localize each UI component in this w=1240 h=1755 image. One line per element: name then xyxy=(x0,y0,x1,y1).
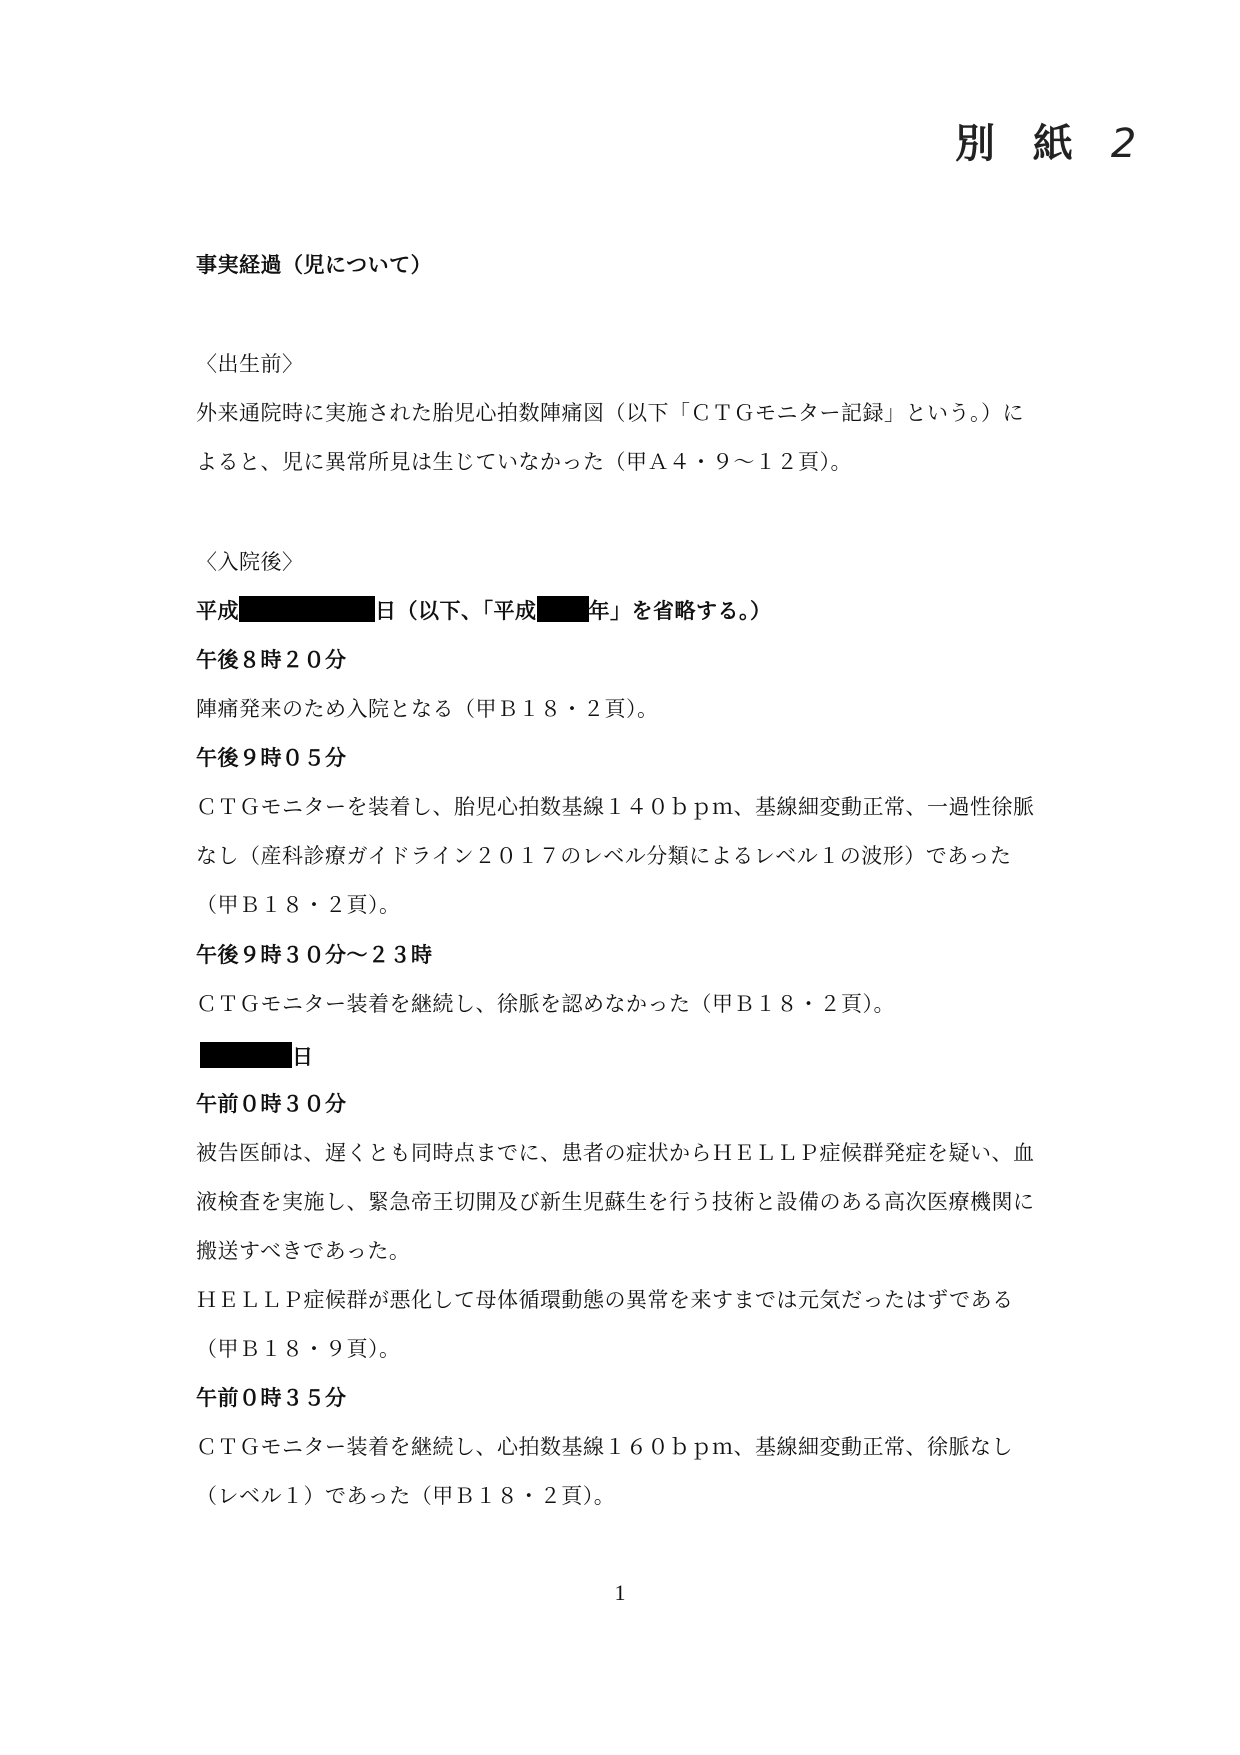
time-entry-3: 午後９時３０分～２３時 xyxy=(196,942,433,967)
prenatal-line-2: よると、児に異常所見は生じていなかった（甲Ａ４・９～１２頁）。 xyxy=(196,450,852,474)
entry-4-line-3: 搬送すべきであった。 xyxy=(196,1239,411,1263)
time-entry-5: 午前０時３５分 xyxy=(196,1385,347,1410)
attachment-stamp-text: 別 紙 xyxy=(955,120,1085,167)
section-heading: 事実経過（児について） xyxy=(196,252,433,277)
time-entry-1: 午後８時２０分 xyxy=(196,647,347,672)
admission-header: 〈入院後〉 xyxy=(196,550,304,574)
day-2-line xyxy=(196,1042,1106,1072)
entry-4-line-2: 液検査を実施し、緊急帝王切開及び新生児蘇生を行う技術と設備のある高次医療機関に xyxy=(196,1190,1035,1214)
entry-4-line-1: 被告医師は、遅くとも同時点までに、患者の症状からＨＥＬＬＰ症候群発症を疑い、血 xyxy=(196,1141,1035,1165)
admission-date-line xyxy=(196,596,1106,626)
page-number: 1 xyxy=(614,1580,626,1605)
day-2-suffix: 日 xyxy=(292,1044,314,1069)
redaction-box xyxy=(200,1042,292,1068)
entry-1-line-1: 陣痛発来のため入院となる（甲Ｂ１８・２頁）。 xyxy=(196,697,659,721)
prenatal-header: 〈出生前〉 xyxy=(196,352,304,376)
date-mid: 日（以下、「平成 xyxy=(375,598,537,623)
attachment-stamp-number: 2 xyxy=(1110,121,1137,167)
attachment-stamp xyxy=(955,112,1136,169)
entry-4-line-4: ＨＥＬＬＰ症候群が悪化して母体循環動態の異常を来すまでは元気だったはずである xyxy=(196,1288,1014,1312)
time-entry-2: 午後９時０５分 xyxy=(196,745,347,770)
entry-5-line-1: ＣＴＧモニター装着を継続し、心拍数基線１６０ｂｐｍ、基線細変動正常、徐脈なし xyxy=(196,1435,1013,1459)
date-prefix: 平成 xyxy=(196,598,239,623)
entry-5-line-2: （レベル１）であった（甲Ｂ１８・２頁）。 xyxy=(196,1484,616,1508)
prenatal-line-1: 外来通院時に実施された胎児心拍数陣痛図（以下「ＣＴＧモニター記録」という。）に xyxy=(196,401,1024,425)
entry-4-line-5: （甲Ｂ１８・９頁）。 xyxy=(196,1337,401,1361)
entry-2-line-3: （甲Ｂ１８・２頁）。 xyxy=(196,893,401,917)
redaction-box xyxy=(537,596,589,622)
entry-2-line-2: なし（産科診療ガイドライン２０１７のレベル分類によるレベル１の波形）であった xyxy=(196,844,1012,868)
redaction-box xyxy=(239,596,375,622)
time-entry-4: 午前０時３０分 xyxy=(196,1091,347,1116)
date-suffix: 年」を省略する。） xyxy=(588,598,772,623)
entry-3-line-1: ＣＴＧモニター装着を継続し、徐脈を認めなかった（甲Ｂ１８・２頁）。 xyxy=(196,992,895,1016)
entry-2-line-1: ＣＴＧモニターを装着し、胎児心拍数基線１４０ｂｐｍ、基線細変動正常、一過性徐脈 xyxy=(196,795,1035,819)
